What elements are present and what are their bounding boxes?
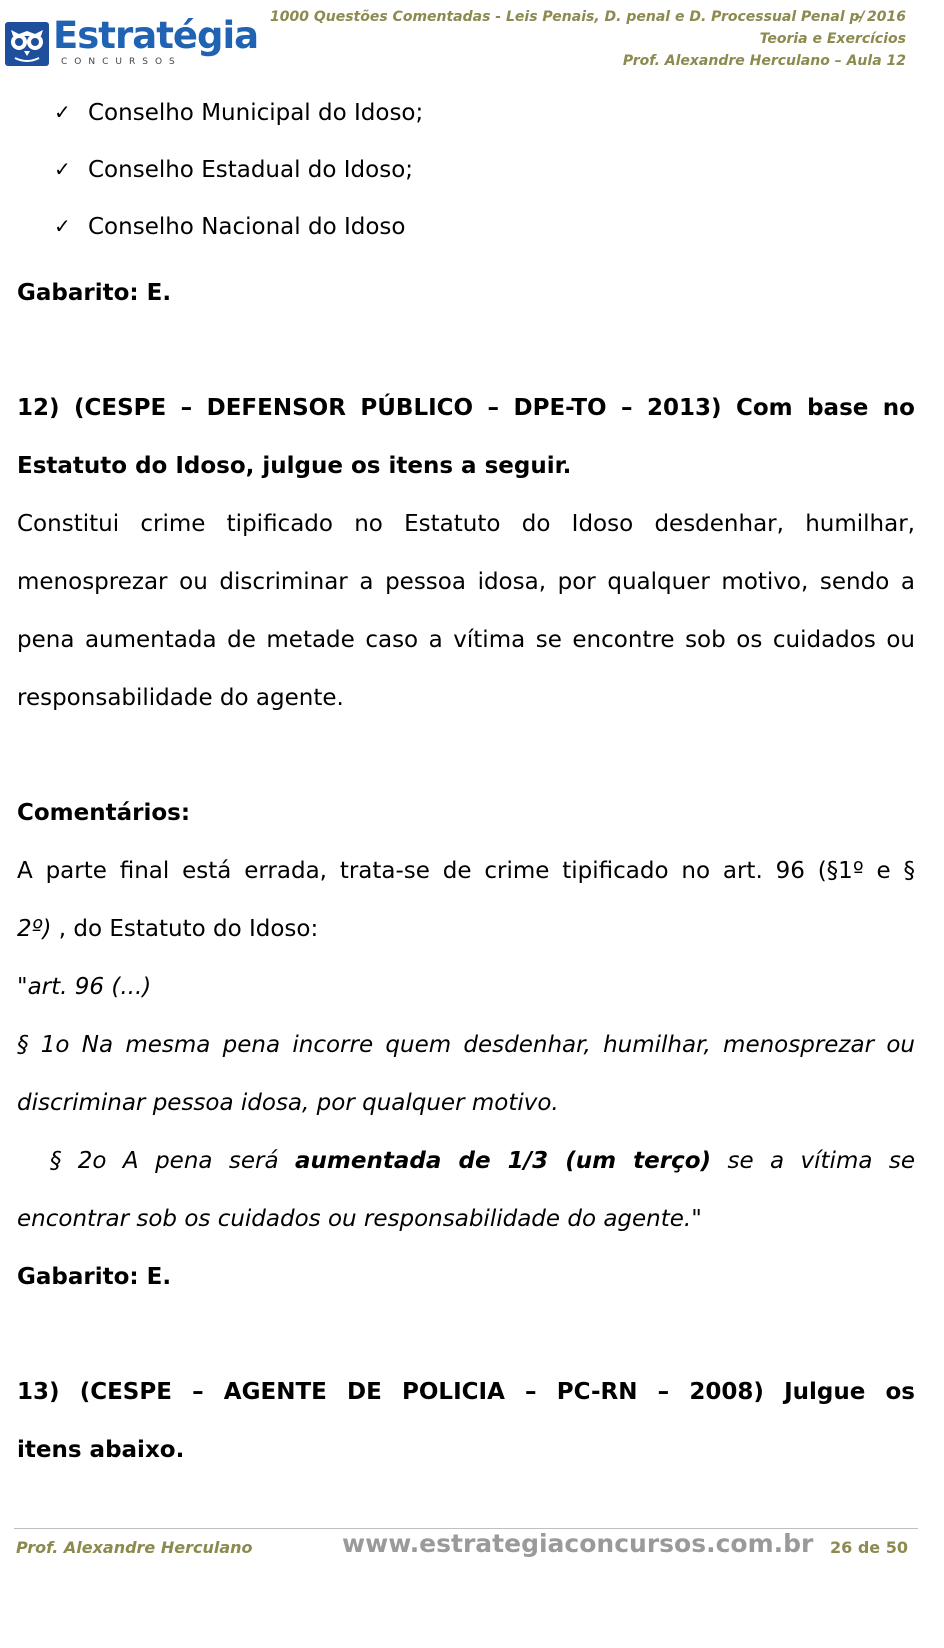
header-subtitle: Teoria e Exercícios [759, 31, 906, 47]
comments-text: A parte final está errada, trata-se de crime tipificado no art. 96 (§1º e § [17, 858, 915, 884]
comments-text-italic: 2º) [17, 916, 52, 942]
footer-author: Prof. Alexandre Herculano [16, 1538, 253, 1557]
question-13-title: 13) (CESPE – AGENTE DE POLICIA – PC-RN – 2008) Julgue os [17, 1379, 915, 1405]
law-quote-emphasis: aumentada de 1/3 (um terço) [295, 1148, 712, 1174]
question-12-title: 12) (CESPE – DEFENSOR PÚBLICO – DPE-TO – 2013) Com base no [17, 395, 915, 421]
logo-wordmark: Estratégia [53, 14, 259, 57]
law-quote: § 1o Na mesma pena incorre quem desdenhar, humilhar, menosprezar ou [17, 1032, 915, 1058]
comments-text-rest: , do Estatuto do Idoso: [51, 916, 319, 942]
checkmark-icon: ✓ [54, 214, 71, 238]
law-quote-part: se a vítima se [711, 1148, 916, 1174]
law-quote: encontrar sob os cuidados ou responsabilidade do agente." [17, 1206, 702, 1232]
bullet-item: Conselho Estadual do Idoso; [88, 157, 414, 183]
question-12-title-cont: Estatuto do Idoso, julgue os itens a seguir. [17, 453, 572, 479]
comments-heading: Comentários: [17, 800, 191, 826]
question-12-body: pena aumentada de metade caso a vítima se encontre sob os cuidados ou [17, 627, 915, 653]
logo-subtitle: CONCURSOS [61, 57, 182, 67]
header-year: – 2016 [855, 9, 906, 25]
question-13-title-cont: itens abaixo. [17, 1437, 185, 1463]
checkmark-icon: ✓ [54, 157, 71, 181]
owl-logo-icon [5, 22, 49, 66]
question-12-body: menosprezar ou discriminar a pessoa idosa, por qualquer motivo, sendo a [17, 569, 915, 595]
answer-key: Gabarito: E. [17, 1264, 172, 1290]
footer-page-number: 26 de 50 [830, 1538, 908, 1557]
answer-key: Gabarito: E. [17, 280, 172, 306]
law-quote: discriminar pessoa idosa, por qualquer motivo. [17, 1090, 559, 1116]
header-course-title: 1000 Questões Comentadas - Leis Penais, D. penal e D. Processual Penal p/ [270, 9, 865, 25]
law-quote [17, 1132, 915, 1190]
bullet-item: Conselho Municipal do Idoso; [88, 100, 424, 126]
footer-url[interactable]: www.estrategiaconcursos.com.br [342, 1529, 814, 1558]
question-12-body: responsabilidade do agente. [17, 685, 344, 711]
bullet-item: Conselho Nacional do Idoso [88, 214, 406, 240]
law-quote-part: § 2o A pena será [17, 1148, 296, 1174]
header-lesson: Prof. Alexandre Herculano – Aula 12 [622, 53, 906, 69]
comments-text [17, 900, 915, 958]
law-quote: "art. 96 (...) [17, 974, 152, 1000]
checkmark-icon: ✓ [54, 100, 71, 124]
estrategia-logo [5, 14, 259, 68]
question-12-body: Constitui crime tipificado no Estatuto do Idoso desdenhar, humilhar, [17, 511, 915, 537]
